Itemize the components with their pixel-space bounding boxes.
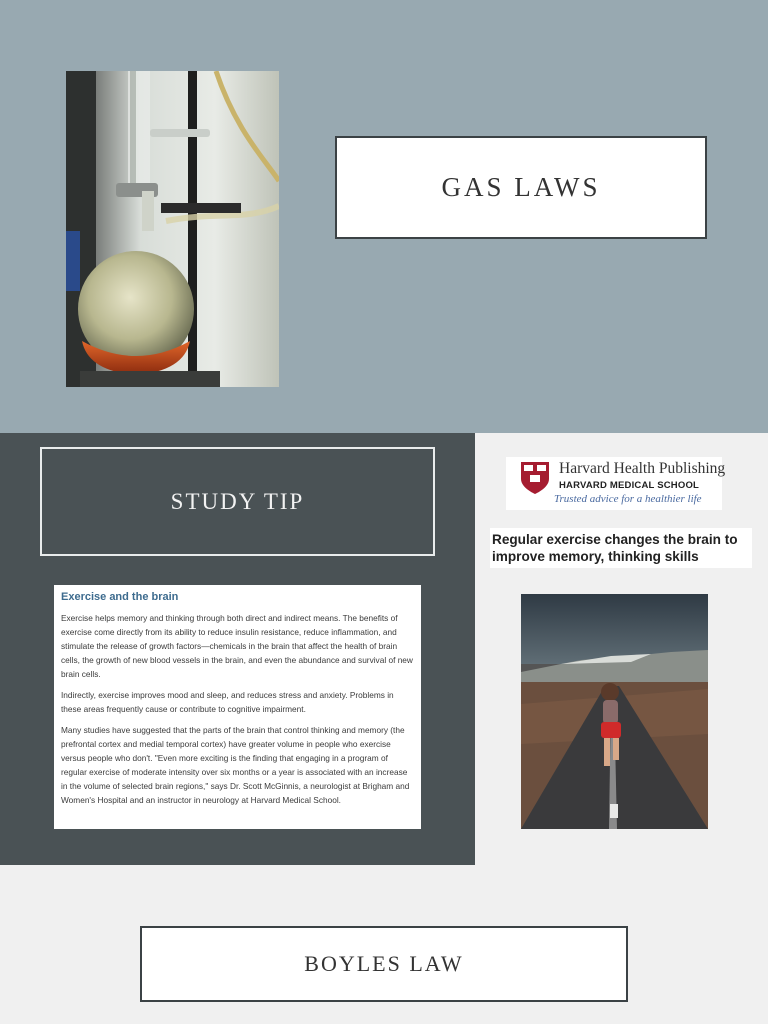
harvard-shield-icon: [520, 461, 550, 495]
study-tip-heading: STUDY TIP: [40, 447, 435, 556]
article-paragraph: Many studies have suggested that the parts of the brain that control thinking and memory (the prefrontal cortex and medial temporal cortex) have greater volume in people who exercise versus people who don't. "Even more exciting is the finding that engaging in a program of regular exercise of moderate intensity over six months or a year is associated with an increase in the volume of selected brain regions," says Dr. Scott McGinnis, a neurologist at Brigham and Women's Hospital and an instructor in neurology at Harvard Medical School.: [61, 725, 410, 805]
page-title: GAS LAWS: [335, 136, 707, 239]
article-title: Exercise and the brain: [61, 591, 179, 603]
article-headline: Regular exercise changes the brain to improve memory, thinking skills: [490, 528, 752, 568]
article-excerpt: [54, 585, 421, 829]
harvard-health-name: Harvard Health Publishing: [559, 460, 726, 477]
harvard-tagline: Trusted advice for a healthier life: [554, 493, 702, 505]
harvard-medical-school: HARVARD MEDICAL SCHOOL: [559, 480, 700, 491]
section-title-boyles-law: BOYLES LAW: [140, 926, 628, 1002]
article-paragraph: Exercise helps memory and thinking through both direct and indirect means. The benefits of exercise come directly from its ability to reduce insulin resistance, reduce inflammation, and stimulate the release of growth factors—chemicals in the brain that affect the health of brain cells, the growth of new blood vessels in the brain, and even the abundance and survival of new brain cells.: [61, 613, 413, 679]
runner-photo: [521, 594, 708, 829]
article-paragraph: Indirectly, exercise improves mood and sleep, and reduces stress and anxiety. Problems in these areas frequently cause or contribute to cognitive impairment.: [61, 690, 394, 714]
flask-photo: [66, 71, 279, 387]
harvard-health-logo: [506, 457, 726, 510]
